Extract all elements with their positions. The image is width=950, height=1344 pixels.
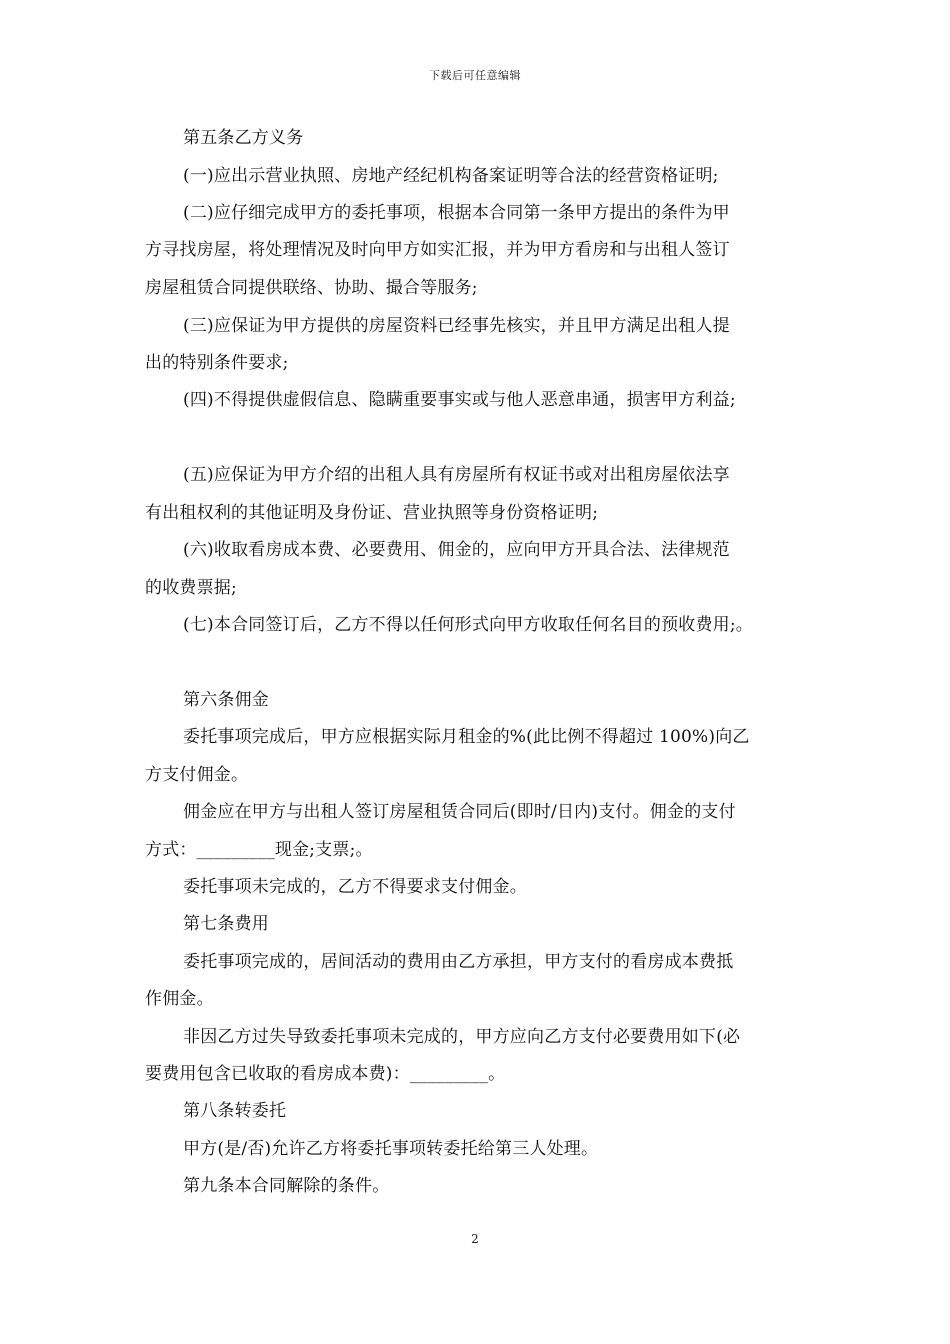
paragraph-line: 委托事项未完成的，乙方不得要求支付佣金。: [183, 877, 527, 897]
article-7-heading: 第七条费用: [183, 914, 269, 934]
paragraph-line: 要费用包含已收取的看房成本费)：_________。: [145, 1064, 506, 1084]
paragraph-line: 委托事项完成后，甲方应根据实际月租金的%(此比例不得超过 100%)向乙: [183, 727, 750, 747]
paragraph-line: 方支付佣金。: [145, 765, 249, 785]
article-9-heading: 第九条本合同解除的条件。: [183, 1176, 390, 1196]
paragraph-line: 委托事项完成的，居间活动的费用由乙方承担，甲方支付的看房成本费抵: [183, 952, 734, 972]
page-header: 下载后可任意编辑: [429, 69, 521, 82]
paragraph-line: (五)应保证为甲方介绍的出租人具有房屋所有权证书或对出租房屋依法享: [183, 465, 730, 485]
paragraph-line: 方式：_________现金;支票;。: [145, 840, 373, 860]
paragraph-line: (三)应保证为甲方提供的房屋资料已经事先核实，并且甲方满足出租人提: [183, 316, 730, 336]
paragraph-line: 出的特别条件要求;: [145, 353, 289, 373]
article-8-heading: 第八条转委托: [183, 1101, 287, 1121]
paragraph-line: 作佣金。: [145, 989, 214, 1009]
paragraph-line: 非因乙方过失导致委托事项未完成的，甲方应向乙方支付必要费用如下(必: [183, 1027, 741, 1047]
article-5-heading: 第五条乙方义务: [183, 128, 304, 148]
paragraph-line: (四)不得提供虚假信息、隐瞒重要事实或与他人恶意串通，损害甲方利益;: [183, 390, 736, 410]
page-number: 2: [471, 1232, 479, 1246]
paragraph-line: (二)应仔细完成甲方的委托事项，根据本合同第一条甲方提出的条件为甲: [183, 203, 730, 223]
paragraph-line: 有出租权利的其他证明及身份证、营业执照等身份资格证明;: [145, 503, 599, 523]
paragraph-line: (七)本合同签订后，乙方不得以任何形式向甲方收取任何名目的预收费用;。: [183, 615, 753, 635]
paragraph-line: 佣金应在甲方与出租人签订房屋租赁合同后(即时/日内)支付。佣金的支付: [183, 802, 736, 822]
article-6-heading: 第六条佣金: [183, 690, 269, 710]
paragraph-line: (六)收取看房成本费、必要费用、佣金的，应向甲方开具合法、法律规范: [183, 540, 730, 560]
paragraph-line: 甲方(是/否)允许乙方将委托事项转委托给第三人处理。: [183, 1139, 599, 1159]
paragraph-line: (一)应出示营业执照、房地产经纪机构备案证明等合法的经营资格证明;: [183, 166, 719, 186]
paragraph-line: 房屋租赁合同提供联络、协助、撮合等服务;: [145, 278, 478, 298]
paragraph-line: 的收费票据;: [145, 578, 237, 598]
paragraph-line: 方寻找房屋，将处理情况及时向甲方如实汇报，并为甲方看房和与出租人签订: [145, 240, 730, 260]
